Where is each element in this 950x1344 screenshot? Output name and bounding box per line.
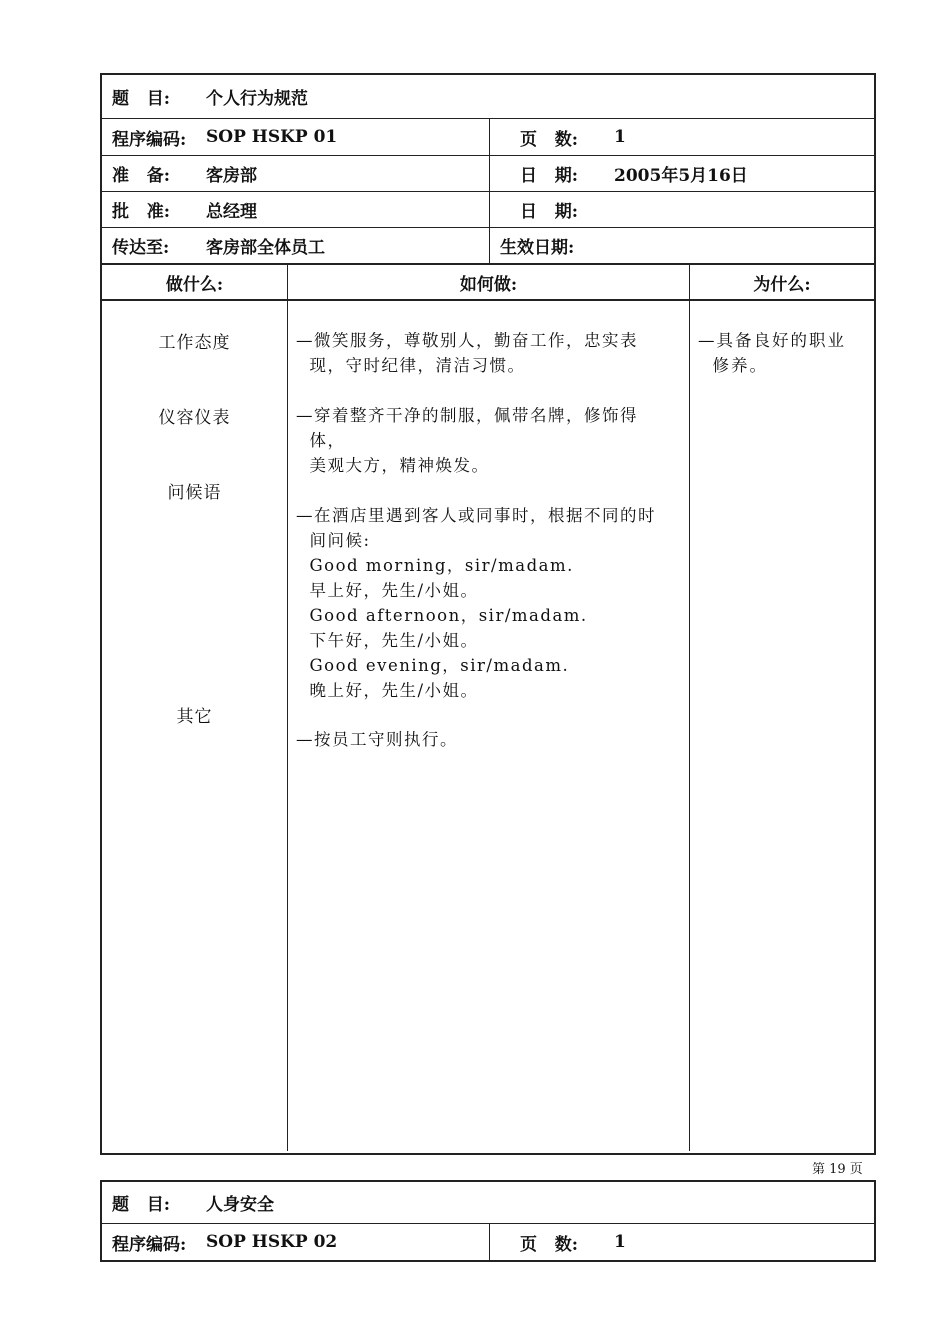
prepared-label: 准 备:	[112, 166, 171, 186]
distribute-row	[102, 228, 874, 265]
what-column	[102, 265, 288, 1151]
sop-form-1	[100, 73, 876, 1155]
effective-label: 生效日期:	[500, 238, 575, 258]
code-row	[102, 1224, 874, 1260]
title-label: 题 目:	[112, 89, 171, 109]
how-item-other: —按员工守则执行。	[296, 730, 458, 749]
why-header: 为什么:	[690, 265, 874, 301]
divider	[489, 156, 490, 191]
title-row	[102, 1182, 874, 1224]
sop-form-2	[100, 1180, 876, 1262]
title-row	[102, 75, 874, 119]
procedure-body	[102, 265, 874, 1151]
how-column	[288, 265, 690, 1151]
pages-value: 1	[614, 1232, 626, 1252]
prepared-value: 客房部	[206, 166, 257, 186]
approved-value: 总经理	[206, 202, 257, 222]
divider	[489, 119, 490, 155]
code-value: SOP HSKP 02	[206, 1232, 338, 1252]
code-value: SOP HSKP 01	[206, 127, 338, 147]
code-label: 程序编码:	[112, 129, 187, 150]
divider	[489, 192, 490, 227]
divider	[489, 228, 490, 263]
why-text: —具备良好的职业 修养。	[698, 331, 846, 375]
what-item-appearance: 仪容仪表	[158, 408, 231, 428]
code-row	[102, 119, 874, 156]
title-value: 个人行为规范	[206, 89, 308, 109]
what-item-other: 其它	[176, 707, 213, 727]
date-label: 日 期:	[520, 166, 579, 186]
what-header: 做什么:	[102, 265, 287, 301]
how-item-attitude: —微笑服务，尊敬别人，勤奋工作，忠实表 现，守时纪律，清洁习惯。	[296, 331, 638, 375]
what-item-attitude: 工作态度	[158, 333, 231, 353]
how-item-greeting: —在酒店里遇到客人或同事时，根据不同的时 间问候: Good morning，sir/madam. 早上好，先生/小姐。 Good afternoon，sir/madam. 下午好，先生/小姐。 Good evening，sir/madam. 晚上好，先生/小姐。	[296, 506, 656, 700]
distribute-label: 传达至:	[112, 238, 170, 258]
date2-label: 日 期:	[520, 202, 579, 222]
divider	[489, 1224, 490, 1260]
approved-row	[102, 192, 874, 228]
how-header: 如何做:	[288, 265, 689, 301]
why-column	[690, 265, 874, 1151]
title-value: 人身安全	[206, 1195, 274, 1215]
title-label: 题 目:	[112, 1195, 171, 1215]
pages-value: 1	[614, 127, 626, 147]
what-item-greeting: 问候语	[167, 483, 222, 503]
prepared-row	[102, 156, 874, 192]
distribute-value: 客房部全体员工	[206, 238, 325, 258]
page-number: 第 19 页	[812, 1162, 863, 1177]
how-item-appearance: —穿着整齐干净的制服，佩带名牌，修饰得 体， 美观大方，精神焕发。	[296, 406, 638, 475]
code-label: 程序编码:	[112, 1234, 187, 1255]
approved-label: 批 准:	[112, 202, 171, 222]
date-value: 2005年5月16日	[614, 166, 748, 186]
pages-label: 页 数:	[520, 129, 579, 150]
pages-label: 页 数:	[520, 1234, 579, 1255]
